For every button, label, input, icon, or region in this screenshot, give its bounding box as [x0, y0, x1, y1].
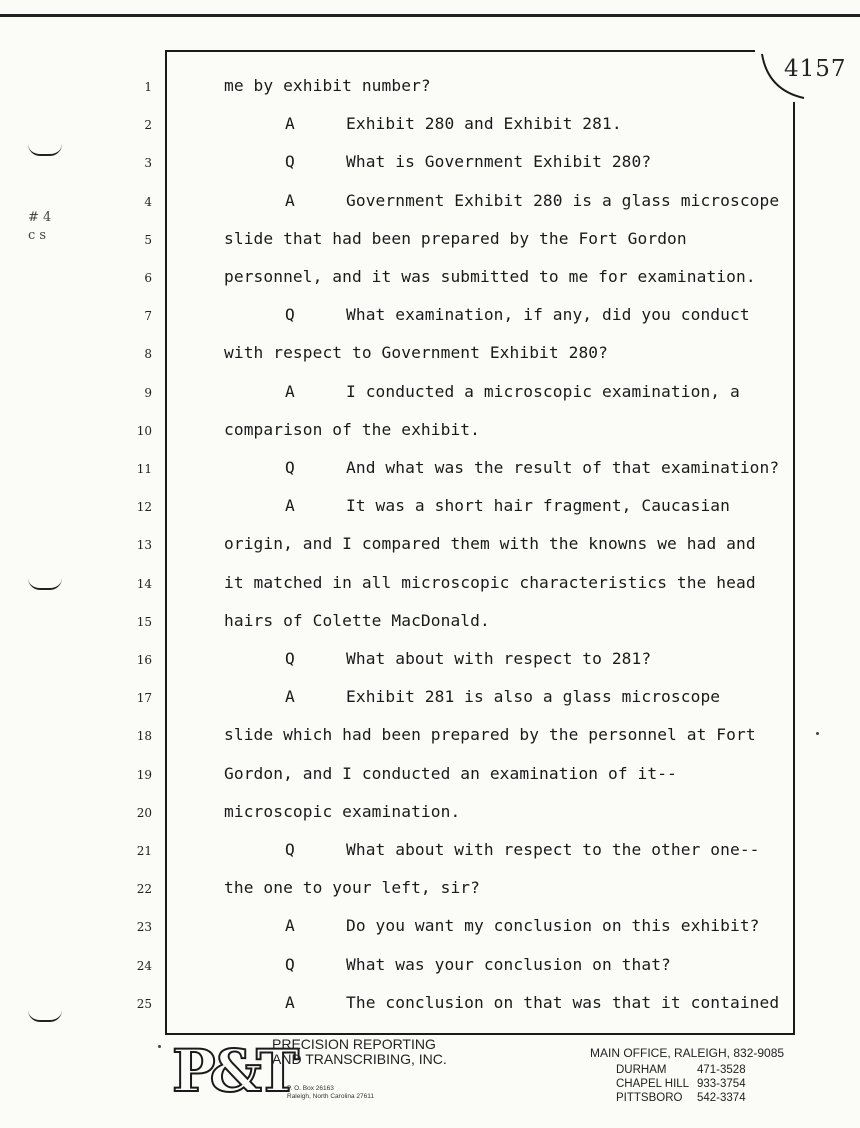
line-number: 23: [136, 920, 152, 935]
transcript-line-text: What is Government Exhibit 280?: [346, 152, 652, 172]
transcript-line-text: it matched in all microscopic characteristics the head: [224, 572, 756, 592]
transcript-line-text: with respect to Government Exhibit 280?: [224, 343, 608, 363]
office-city: DURHAM: [616, 1064, 667, 1076]
top-border-rule: [0, 14, 860, 17]
company-name-line2: AND TRANSCRIBING, INC.: [272, 1051, 447, 1067]
line-number: 14: [136, 576, 152, 591]
transcript-line-text: comparison of the exhibit.: [224, 419, 480, 439]
transcript-line-text: What about with respect to 281?: [346, 649, 652, 668]
company-name-line1: PRECISION REPORTING: [272, 1036, 436, 1052]
transcript-line-text: hairs of Colette MacDonald.: [224, 610, 490, 630]
line-number: 6: [144, 271, 152, 285]
line-number: 19: [136, 767, 152, 782]
transcript-line-text: Do you want my conclusion on this exhibit?: [346, 916, 760, 936]
transcript-line-text: Exhibit 281 is also a glass microscope: [346, 687, 721, 707]
speaker-label: A: [285, 190, 295, 210]
speaker-label: A: [285, 381, 295, 401]
transcript-line-text: What examination, if any, did you conduct: [346, 305, 750, 325]
speck: [158, 1045, 161, 1048]
line-number: 20: [136, 805, 152, 820]
office-phone: 933-3754: [697, 1078, 746, 1090]
speaker-label: Q: [285, 649, 295, 668]
line-number: 10: [136, 423, 152, 438]
speaker-label: Q: [285, 840, 295, 859]
line-number: 21: [136, 844, 152, 858]
office-phone: 471-3528: [697, 1064, 746, 1076]
transcript-line-text: What was your conclusion on that?: [346, 954, 671, 974]
line-number: 18: [136, 729, 152, 744]
margin-check-mark: [28, 1010, 62, 1022]
speaker-label: Q: [285, 152, 295, 172]
margin-note-line1: # 4: [28, 210, 52, 225]
company-name: [272, 1037, 447, 1067]
line-number: 1: [144, 80, 152, 94]
transcript-line-text: slide which had been prepared by the personnel at Fort: [224, 725, 756, 745]
line-number: 15: [136, 614, 152, 629]
line-number: 12: [136, 500, 152, 515]
line-number: 2: [144, 118, 152, 133]
speaker-label: A: [285, 114, 295, 134]
transcript-line-text: It was a short hair fragment, Caucasian: [346, 496, 730, 516]
speaker-label: A: [285, 916, 295, 936]
office-phone: 542-3374: [697, 1092, 746, 1104]
speaker-label: Q: [285, 458, 295, 477]
line-number: 11: [136, 462, 152, 476]
line-number: 25: [136, 996, 152, 1011]
transcript-line-text: origin, and I compared them with the knowns we had and: [224, 534, 756, 554]
speaker-label: Q: [285, 305, 295, 325]
speck: [816, 732, 819, 735]
line-number: 24: [136, 958, 152, 973]
transcript-line-text: me by exhibit number?: [224, 76, 431, 95]
line-number: 8: [144, 347, 152, 362]
transcript-line-text: personnel, and it was submitted to me for examination.: [224, 267, 756, 286]
line-number: 13: [136, 538, 152, 553]
transcript-line-text: Exhibit 280 and Exhibit 281.: [346, 114, 622, 134]
transcript-line-text: Government Exhibit 280 is a glass microscope: [346, 190, 780, 210]
margin-check-mark: [28, 578, 62, 590]
line-number: 3: [144, 156, 152, 171]
line-number: 17: [136, 691, 152, 706]
line-number: 9: [144, 385, 152, 400]
address-line2: Raleigh, North Carolina 27611: [287, 1093, 374, 1100]
speaker-label: A: [285, 496, 295, 516]
page-number: 4157: [784, 56, 847, 82]
transcript-line-text: the one to your left, sir?: [224, 878, 480, 898]
transcript-line-text: microscopic examination.: [224, 801, 461, 821]
address-line1: P. O. Box 26163: [287, 1085, 334, 1092]
transcript-line-text: What about with respect to the other one--: [346, 840, 760, 859]
line-number: 5: [144, 232, 152, 247]
transcript-line-text: slide that had been prepared by the Fort Gordon: [224, 228, 687, 248]
line-number: 22: [136, 882, 152, 897]
transcript-line-text: The conclusion on that was that it contained: [346, 992, 780, 1012]
transcript-line-text: I conducted a microscopic examination, a: [346, 381, 740, 401]
margin-note-line2: c s: [28, 228, 47, 243]
office-city: PITTSBORO: [616, 1092, 683, 1104]
transcript-line-text: Gordon, and I conducted an examination of it--: [224, 763, 677, 783]
company-address: [287, 1085, 374, 1101]
company-logo: P&T: [172, 1037, 294, 1105]
margin-check-mark: [28, 144, 62, 156]
speaker-label: Q: [285, 954, 295, 974]
line-number: 16: [136, 653, 152, 667]
line-number: 7: [144, 309, 152, 324]
transcript-line-text: And what was the result of that examination?: [346, 458, 780, 477]
main-office: MAIN OFFICE, RALEIGH, 832-9085: [590, 1046, 785, 1060]
speaker-label: A: [285, 687, 295, 707]
office-city: CHAPEL HILL: [616, 1078, 690, 1090]
line-number: 4: [144, 194, 152, 209]
speaker-label: A: [285, 992, 295, 1012]
